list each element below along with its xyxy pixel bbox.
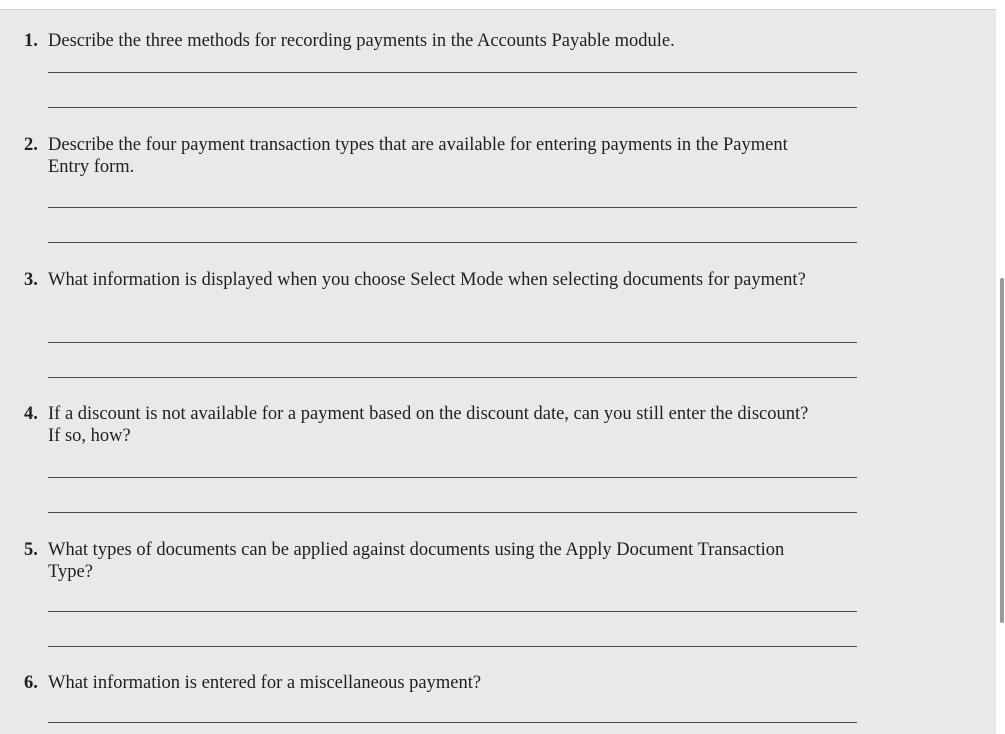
question-2 (24, 134, 824, 178)
question-4-number: 4. (24, 404, 38, 424)
question-4 (24, 403, 824, 447)
answer-line-1a[interactable] (48, 72, 857, 73)
answer-line-5a[interactable] (48, 611, 857, 612)
answer-line-6a[interactable] (48, 722, 857, 723)
question-4-text: If a discount is not available for a payment based on the discount date, can you still enter the discount? If so, how? (48, 404, 809, 446)
answer-line-3b[interactable] (48, 377, 857, 378)
question-5-number: 5. (24, 540, 38, 560)
question-5 (24, 539, 824, 583)
question-3 (24, 269, 824, 291)
scrollbar-thumb[interactable] (1000, 278, 1004, 623)
answer-line-3a[interactable] (48, 342, 857, 343)
answer-line-4a[interactable] (48, 477, 857, 478)
question-5-text: What types of documents can be applied against documents using the Apply Document Transaction Type? (48, 540, 785, 582)
question-1-number: 1. (24, 31, 38, 51)
answer-line-2a[interactable] (48, 207, 857, 208)
answer-line-4b[interactable] (48, 512, 857, 513)
question-3-number: 3. (24, 270, 38, 290)
question-2-text: Describe the four payment transaction types that are available for entering payments in the Payment Entry form. (48, 135, 788, 177)
question-3-text: What information is displayed when you choose Select Mode when selecting documents for payment? (48, 270, 806, 290)
answer-line-1b[interactable] (48, 107, 857, 108)
question-6 (24, 672, 824, 694)
worksheet-area (0, 9, 996, 734)
question-1-text: Describe the three methods for recording payments in the Accounts Payable module. (48, 31, 675, 51)
answer-line-2b[interactable] (48, 242, 857, 243)
question-1 (24, 30, 824, 52)
question-6-text: What information is entered for a miscellaneous payment? (48, 673, 482, 693)
question-6-number: 6. (24, 673, 38, 693)
question-2-number: 2. (24, 135, 38, 155)
answer-line-5b[interactable] (48, 646, 857, 647)
